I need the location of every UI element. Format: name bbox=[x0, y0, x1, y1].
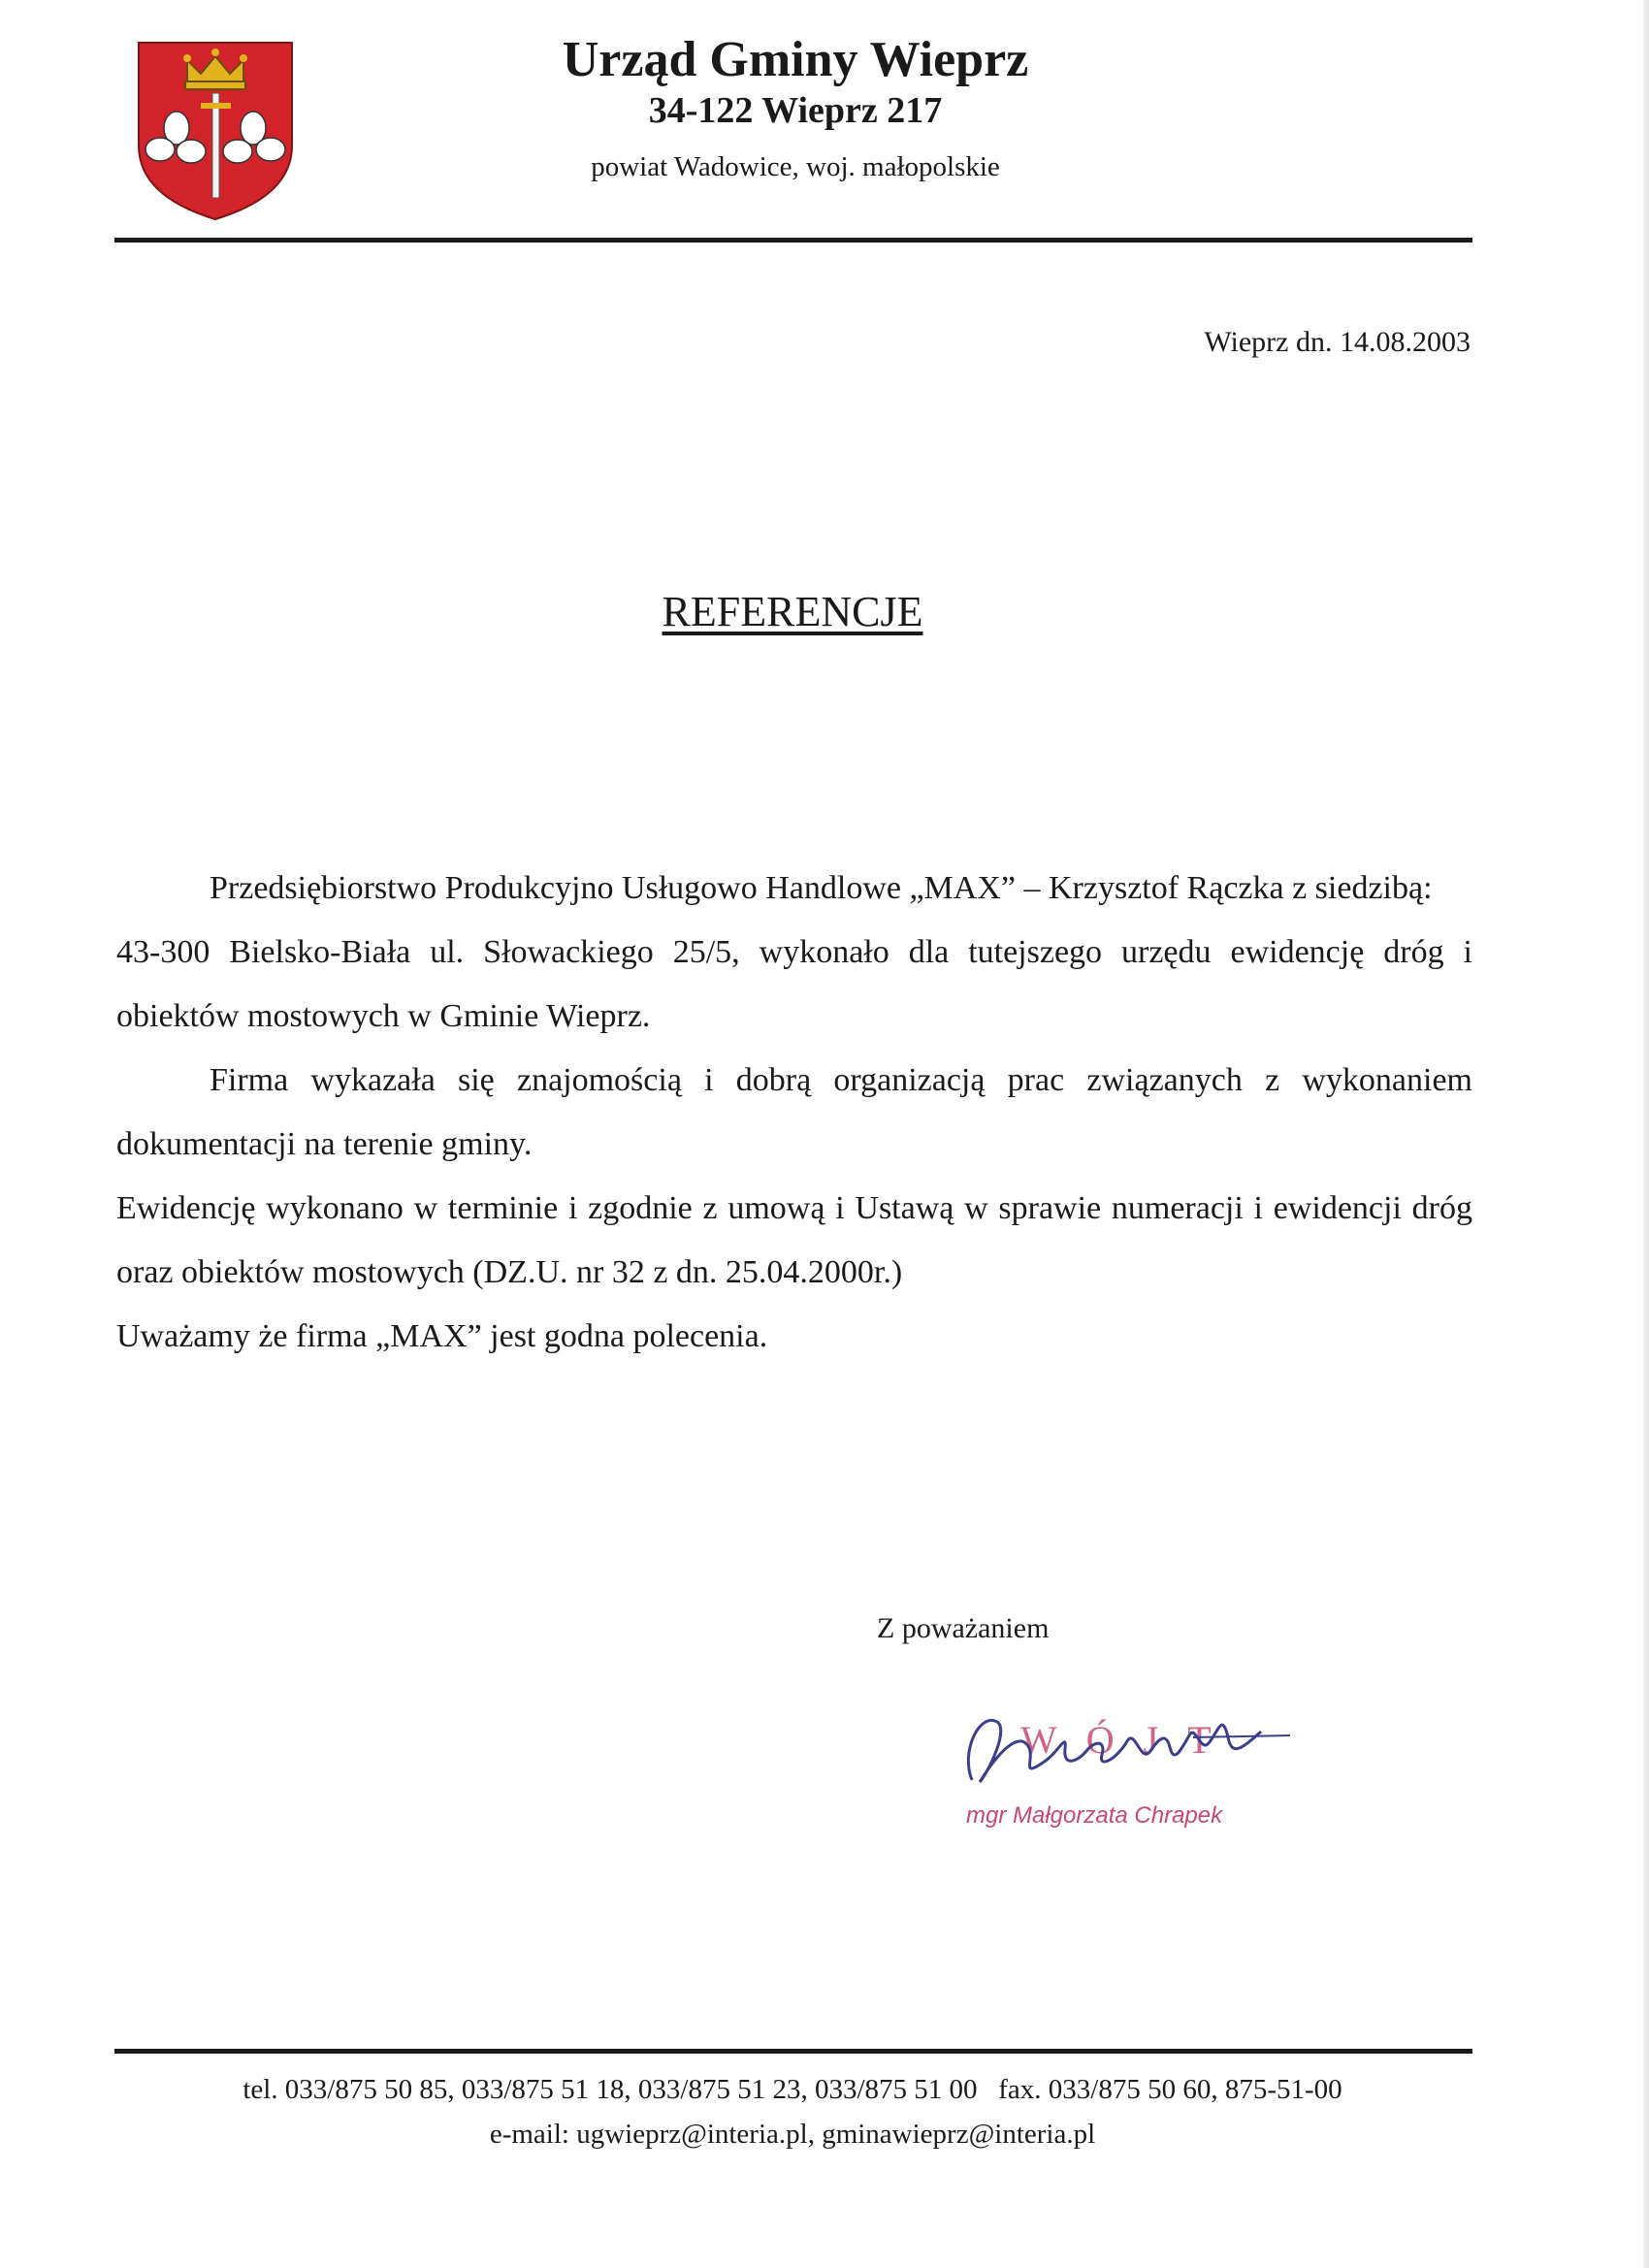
letter-date: Wieprz dn. 14.08.2003 bbox=[1204, 326, 1471, 358]
paragraph-4: Ewidencję wykonano w terminie i zgodnie z umową i Ustawą w sprawie numeracji i ewidencji dróg oraz obiektów mostowych (DZ.U. nr 32 z dn. 25.04.2000r.) bbox=[116, 1190, 1472, 1290]
paragraph-5: Uważamy że firma „MAX” jest godna polecenia. bbox=[116, 1318, 768, 1354]
header-divider bbox=[114, 238, 1472, 243]
signatory-name: mgr Małgorzata Chrapek bbox=[966, 1802, 1223, 1829]
stamp-title: WÓJT bbox=[1020, 1718, 1241, 1762]
coat-of-arms-icon bbox=[133, 39, 298, 223]
document-title: REFERENCJE bbox=[662, 588, 923, 635]
office-region: powiat Wadowice, woj. małopolskie bbox=[591, 151, 1000, 182]
signature bbox=[951, 1693, 1300, 1799]
footer-divider bbox=[114, 2049, 1472, 2054]
office-name: Urząd Gminy Wieprz bbox=[562, 32, 1029, 87]
footer-email: e-mail: ugwieprz@interia.pl, gminawieprz@interia.pl bbox=[489, 2119, 1096, 2150]
page-edge bbox=[1643, 0, 1649, 2268]
paragraph-1: Przedsiębiorstwo Produkcyjno Usługowo Handlowe „MAX” – Krzysztof Rączka z siedzibą: bbox=[210, 870, 1433, 906]
closing-phrase: Z poważaniem bbox=[877, 1612, 1050, 1644]
office-address: 34-122 Wieprz 217 bbox=[648, 90, 943, 131]
paragraph-2: 43-300 Bielsko-Biała ul. Słowackiego 25/5, wykonało dla tutejszego urzędu ewidencję dróg i obiektów mostowych w Gminie Wieprz. bbox=[116, 934, 1472, 1034]
paragraph-3: Firma wykazała się znajomością i dobrą organizacją prac związanych z wykonaniem dokumentacji na terenie gminy. bbox=[116, 1062, 1472, 1162]
footer-contacts: tel. 033/875 50 85, 033/875 51 18, 033/875 51 23, 033/875 51 00 fax. 033/875 50 60, 875-51-00 bbox=[242, 2074, 1342, 2105]
letter-body bbox=[116, 857, 1472, 1369]
